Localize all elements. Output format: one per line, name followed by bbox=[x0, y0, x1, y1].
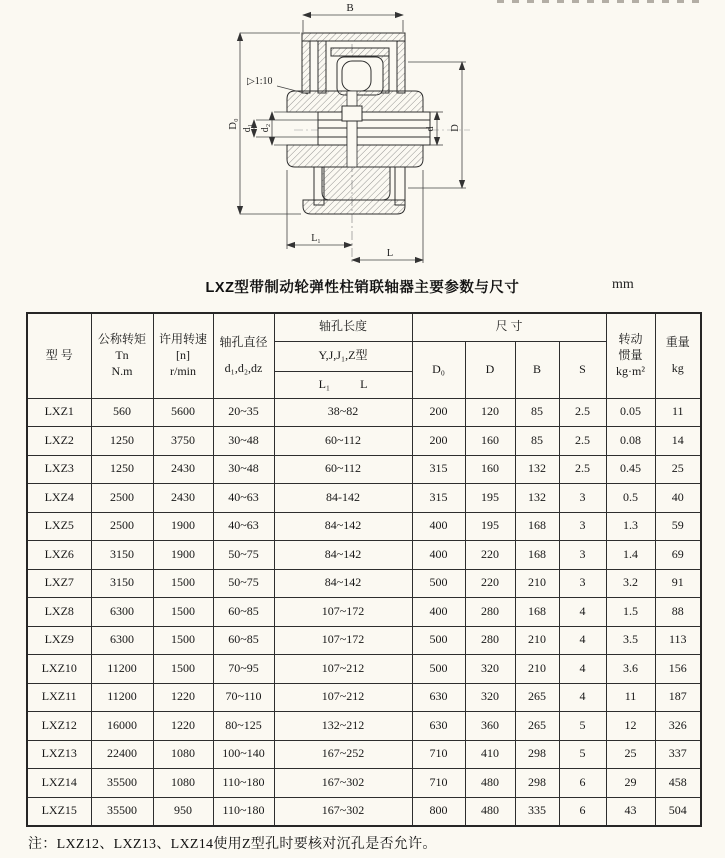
table-cell: 2.5 bbox=[559, 398, 606, 427]
col-header-dimensions bbox=[412, 313, 606, 341]
table-cell: 458 bbox=[655, 769, 701, 798]
table-cell: LXZ12 bbox=[27, 712, 91, 741]
table-cell: 60~112 bbox=[274, 455, 412, 484]
col-header-torque bbox=[91, 313, 153, 398]
taper-label: ▷1:10 bbox=[247, 76, 273, 87]
table-cell: 500 bbox=[412, 569, 465, 598]
table-cell: 410 bbox=[465, 740, 515, 769]
parameters-table bbox=[26, 312, 702, 827]
table-cell: 3750 bbox=[153, 427, 213, 456]
col-header-bore-diameter bbox=[213, 313, 274, 398]
B-label: B bbox=[532, 361, 541, 376]
table-cell: 70~95 bbox=[213, 655, 274, 684]
table-cell: 35500 bbox=[91, 769, 153, 798]
table-cell: LXZ13 bbox=[27, 740, 91, 769]
table-cell: 167~252 bbox=[274, 740, 412, 769]
dim-label-B: B bbox=[346, 2, 354, 14]
col-header-weight bbox=[655, 313, 701, 398]
table-cell: 84~142 bbox=[274, 512, 412, 541]
table-cell: 43 bbox=[606, 797, 655, 826]
table-cell: 335 bbox=[515, 797, 559, 826]
table-cell: 50~75 bbox=[213, 569, 274, 598]
table-cell: 360 bbox=[465, 712, 515, 741]
table-cell: 30~48 bbox=[213, 427, 274, 456]
table-cell: 120 bbox=[465, 398, 515, 427]
table-cell: 40~63 bbox=[213, 484, 274, 513]
col-header-model-label: 型 号 bbox=[45, 347, 73, 362]
table-cell: 500 bbox=[412, 655, 465, 684]
dim-label-d1: d₁ bbox=[242, 123, 253, 133]
inertia-label-3: kg·m² bbox=[616, 363, 645, 378]
table-cell: 400 bbox=[412, 598, 465, 627]
table-cell: LXZ6 bbox=[27, 541, 91, 570]
table-cell: 2430 bbox=[153, 484, 213, 513]
table-cell: 0.08 bbox=[606, 427, 655, 456]
table-cell: 265 bbox=[515, 712, 559, 741]
col-header-D0 bbox=[412, 341, 465, 398]
table-cell: 11 bbox=[606, 683, 655, 712]
table-cell: 132 bbox=[515, 455, 559, 484]
table-cell: 107~212 bbox=[274, 683, 412, 712]
table-cell: 69 bbox=[655, 541, 701, 570]
table-cell: 2.5 bbox=[559, 455, 606, 484]
table-cell: 156 bbox=[655, 655, 701, 684]
table-cell: 168 bbox=[515, 512, 559, 541]
table-cell: 3 bbox=[559, 541, 606, 570]
dim-label-L1: L₁ bbox=[311, 233, 321, 244]
table-cell: 132 bbox=[515, 484, 559, 513]
table-cell: LXZ3 bbox=[27, 455, 91, 484]
table-cell: 315 bbox=[412, 484, 465, 513]
table-cell: 40 bbox=[655, 484, 701, 513]
table-cell: 1.5 bbox=[606, 598, 655, 627]
table-cell: 2430 bbox=[153, 455, 213, 484]
table-cell: 200 bbox=[412, 398, 465, 427]
table-cell: 40~63 bbox=[213, 512, 274, 541]
table-row bbox=[27, 512, 701, 541]
torque-label-2: N.m bbox=[111, 363, 133, 378]
table-cell: 1220 bbox=[153, 712, 213, 741]
table-row bbox=[27, 626, 701, 655]
table-cell: 110~180 bbox=[213, 769, 274, 798]
table-cell: 1250 bbox=[91, 427, 153, 456]
table-cell: 4 bbox=[559, 655, 606, 684]
table-cell: 265 bbox=[515, 683, 559, 712]
table-cell: 950 bbox=[153, 797, 213, 826]
table-row bbox=[27, 598, 701, 627]
col-header-B bbox=[515, 341, 559, 398]
table-cell: 38~82 bbox=[274, 398, 412, 427]
table-cell: 5 bbox=[559, 712, 606, 741]
table-cell: 113 bbox=[655, 626, 701, 655]
table-cell: 6 bbox=[559, 797, 606, 826]
col-header-D bbox=[465, 341, 515, 398]
table-cell: 160 bbox=[465, 455, 515, 484]
table-cell: 3.5 bbox=[606, 626, 655, 655]
L-label: L bbox=[360, 376, 368, 391]
col-header-L1-L bbox=[274, 371, 412, 398]
table-cell: 70~110 bbox=[213, 683, 274, 712]
bore-dia-label-1: 轴孔直径 bbox=[219, 335, 268, 350]
table-cell: 4 bbox=[559, 626, 606, 655]
table-cell: 11 bbox=[655, 398, 701, 427]
table-cell: LXZ14 bbox=[27, 769, 91, 798]
col-header-model bbox=[27, 313, 91, 398]
table-cell: 4 bbox=[559, 598, 606, 627]
table-cell: 480 bbox=[465, 797, 515, 826]
table-cell: 16000 bbox=[91, 712, 153, 741]
table-cell: 0.45 bbox=[606, 455, 655, 484]
table-cell: 168 bbox=[515, 541, 559, 570]
table-row bbox=[27, 712, 701, 741]
table-cell: 3 bbox=[559, 512, 606, 541]
table-cell: 480 bbox=[465, 769, 515, 798]
table-cell: 0.05 bbox=[606, 398, 655, 427]
table-cell: 630 bbox=[412, 683, 465, 712]
table-cell: 2500 bbox=[91, 484, 153, 513]
dim-label-D0: D₀ bbox=[228, 118, 239, 130]
table-cell: 35500 bbox=[91, 797, 153, 826]
table-cell: 3 bbox=[559, 569, 606, 598]
dim-D0 bbox=[240, 33, 301, 214]
table-cell: 3.2 bbox=[606, 569, 655, 598]
table-cell: 210 bbox=[515, 626, 559, 655]
dim-label-d: d bbox=[425, 126, 436, 132]
table-cell: 60~85 bbox=[213, 598, 274, 627]
table-cell: 132~212 bbox=[274, 712, 412, 741]
table-cell: 400 bbox=[412, 512, 465, 541]
dim-label-d2: d₂ bbox=[260, 123, 271, 133]
table-cell: 1080 bbox=[153, 769, 213, 798]
table-cell: 3 bbox=[559, 484, 606, 513]
table-cell: 85 bbox=[515, 398, 559, 427]
table-cell: 1900 bbox=[153, 512, 213, 541]
table-row bbox=[27, 740, 701, 769]
table-cell: 337 bbox=[655, 740, 701, 769]
D0-label: D₀ bbox=[432, 361, 445, 376]
table-cell: 1250 bbox=[91, 455, 153, 484]
table-row bbox=[27, 484, 701, 513]
table-cell: 84~142 bbox=[274, 541, 412, 570]
table-cell: 200 bbox=[412, 427, 465, 456]
table-cell: 320 bbox=[465, 683, 515, 712]
table-cell: 6 bbox=[559, 769, 606, 798]
table-cell: 25 bbox=[655, 455, 701, 484]
table-cell: 110~180 bbox=[213, 797, 274, 826]
dimensions-label: 尺 寸 bbox=[495, 319, 523, 334]
table-row bbox=[27, 427, 701, 456]
table-cell: LXZ5 bbox=[27, 512, 91, 541]
table-cell: LXZ10 bbox=[27, 655, 91, 684]
elastic-pin-assembly bbox=[331, 48, 389, 95]
coupling-section-drawing bbox=[0, 0, 725, 270]
table-cell: 160 bbox=[465, 427, 515, 456]
L1-label: L₁ bbox=[318, 376, 331, 391]
table-cell: 0.5 bbox=[606, 484, 655, 513]
bore-length-label: 轴孔长度 bbox=[318, 319, 367, 334]
speed-label-1: 许用转速 bbox=[158, 332, 207, 347]
weight-label-1: 重量 bbox=[665, 335, 690, 350]
table-cell: 710 bbox=[412, 740, 465, 769]
table-cell: 220 bbox=[465, 541, 515, 570]
table-cell: 630 bbox=[412, 712, 465, 741]
table-row bbox=[27, 769, 701, 798]
table-cell: 3150 bbox=[91, 569, 153, 598]
dim-label-L: L bbox=[386, 248, 394, 259]
table-cell: 22400 bbox=[91, 740, 153, 769]
table-cell: 1900 bbox=[153, 541, 213, 570]
table-cell: 210 bbox=[515, 569, 559, 598]
D-label: D bbox=[485, 361, 495, 376]
table-row bbox=[27, 797, 701, 826]
table-cell: 280 bbox=[465, 626, 515, 655]
table-cell: 3.6 bbox=[606, 655, 655, 684]
table-cell: 1.3 bbox=[606, 512, 655, 541]
table-cell: 500 bbox=[412, 626, 465, 655]
table-cell: 2500 bbox=[91, 512, 153, 541]
table-cell: 107~212 bbox=[274, 655, 412, 684]
table-body bbox=[27, 398, 701, 826]
table-cell: 60~85 bbox=[213, 626, 274, 655]
table-cell: 84~142 bbox=[274, 569, 412, 598]
table-cell: 100~140 bbox=[213, 740, 274, 769]
table-cell: 50~75 bbox=[213, 541, 274, 570]
speed-label-3: r/min bbox=[170, 363, 196, 378]
table-cell: LXZ7 bbox=[27, 569, 91, 598]
bore-length-types-label: Y,J,J₁,Z型 bbox=[318, 348, 368, 363]
table-cell: LXZ11 bbox=[27, 683, 91, 712]
table-cell: 1500 bbox=[153, 598, 213, 627]
table-cell: 298 bbox=[515, 740, 559, 769]
col-header-bore-length bbox=[274, 313, 412, 341]
table-cell: 91 bbox=[655, 569, 701, 598]
S-label: S bbox=[579, 361, 586, 376]
table-cell: 88 bbox=[655, 598, 701, 627]
table-cell: 84-142 bbox=[274, 484, 412, 513]
table-cell: 326 bbox=[655, 712, 701, 741]
table-cell: 210 bbox=[515, 655, 559, 684]
col-header-speed bbox=[153, 313, 213, 398]
table-cell: 168 bbox=[515, 598, 559, 627]
dim-B bbox=[303, 15, 403, 32]
table-cell: 298 bbox=[515, 769, 559, 798]
table-cell: 167~302 bbox=[274, 797, 412, 826]
table-cell: 187 bbox=[655, 683, 701, 712]
table-cell: 6300 bbox=[91, 598, 153, 627]
dim-d2 bbox=[272, 112, 318, 145]
speed-label-2: [n] bbox=[176, 347, 190, 362]
col-header-S bbox=[559, 341, 606, 398]
col-header-inertia bbox=[606, 313, 655, 398]
table-cell: 1500 bbox=[153, 655, 213, 684]
table-row bbox=[27, 655, 701, 684]
table-cell: 107~172 bbox=[274, 626, 412, 655]
table-cell: 315 bbox=[412, 455, 465, 484]
table-cell: LXZ9 bbox=[27, 626, 91, 655]
table-cell: 14 bbox=[655, 427, 701, 456]
table-cell: 29 bbox=[606, 769, 655, 798]
table-cell: 1500 bbox=[153, 569, 213, 598]
table-cell: 320 bbox=[465, 655, 515, 684]
page-title: LXZ型带制动轮弹性柱销联轴器主要参数与尺寸 bbox=[205, 280, 520, 296]
table-cell: 25 bbox=[606, 740, 655, 769]
table-cell: 195 bbox=[465, 484, 515, 513]
bore-dia-label-2: d₁,d₂,dz bbox=[224, 360, 263, 375]
weight-label-2: kg bbox=[671, 360, 684, 375]
table-cell: 1080 bbox=[153, 740, 213, 769]
table-cell: 560 bbox=[91, 398, 153, 427]
table-cell: 3150 bbox=[91, 541, 153, 570]
table-cell: 1500 bbox=[153, 626, 213, 655]
table-row bbox=[27, 683, 701, 712]
table-row bbox=[27, 569, 701, 598]
table-cell: 2.5 bbox=[559, 427, 606, 456]
table-cell: 4 bbox=[559, 683, 606, 712]
table-cell: 6300 bbox=[91, 626, 153, 655]
table-cell: 1220 bbox=[153, 683, 213, 712]
table-row bbox=[27, 541, 701, 570]
table-cell: 167~302 bbox=[274, 769, 412, 798]
unit-label: mm bbox=[612, 277, 634, 292]
table-cell: 12 bbox=[606, 712, 655, 741]
footnote: 注：LXZ12、LXZ13、LXZ14使用Z型孔时要核对沉孔是否允许。 bbox=[28, 837, 437, 852]
table-cell: 710 bbox=[412, 769, 465, 798]
table-cell: 504 bbox=[655, 797, 701, 826]
table-cell: LXZ8 bbox=[27, 598, 91, 627]
table-cell: 400 bbox=[412, 541, 465, 570]
table-cell: 280 bbox=[465, 598, 515, 627]
table-cell: LXZ1 bbox=[27, 398, 91, 427]
table-cell: 11200 bbox=[91, 655, 153, 684]
inertia-label-2: 惯量 bbox=[618, 347, 643, 362]
table-cell: 107~172 bbox=[274, 598, 412, 627]
table-row bbox=[27, 455, 701, 484]
table-cell: 195 bbox=[465, 512, 515, 541]
torque-label-1: 公称转矩Tn bbox=[97, 332, 146, 362]
table-cell: 220 bbox=[465, 569, 515, 598]
inertia-label-1: 转动 bbox=[618, 332, 643, 347]
dim-label-D: D bbox=[450, 124, 461, 132]
table-cell: 30~48 bbox=[213, 455, 274, 484]
table-cell: 1.4 bbox=[606, 541, 655, 570]
table-cell: 80~125 bbox=[213, 712, 274, 741]
table-cell: 800 bbox=[412, 797, 465, 826]
table-cell: 60~112 bbox=[274, 427, 412, 456]
table-cell: LXZ2 bbox=[27, 427, 91, 456]
table-cell: 11200 bbox=[91, 683, 153, 712]
table-cell: 5600 bbox=[153, 398, 213, 427]
table-cell: 20~35 bbox=[213, 398, 274, 427]
table-cell: LXZ15 bbox=[27, 797, 91, 826]
table-cell: 59 bbox=[655, 512, 701, 541]
table-cell: 85 bbox=[515, 427, 559, 456]
table-row bbox=[27, 398, 701, 427]
col-header-bore-length-types bbox=[274, 341, 412, 371]
table-cell: LXZ4 bbox=[27, 484, 91, 513]
title-row bbox=[0, 276, 725, 298]
table-cell: 5 bbox=[559, 740, 606, 769]
